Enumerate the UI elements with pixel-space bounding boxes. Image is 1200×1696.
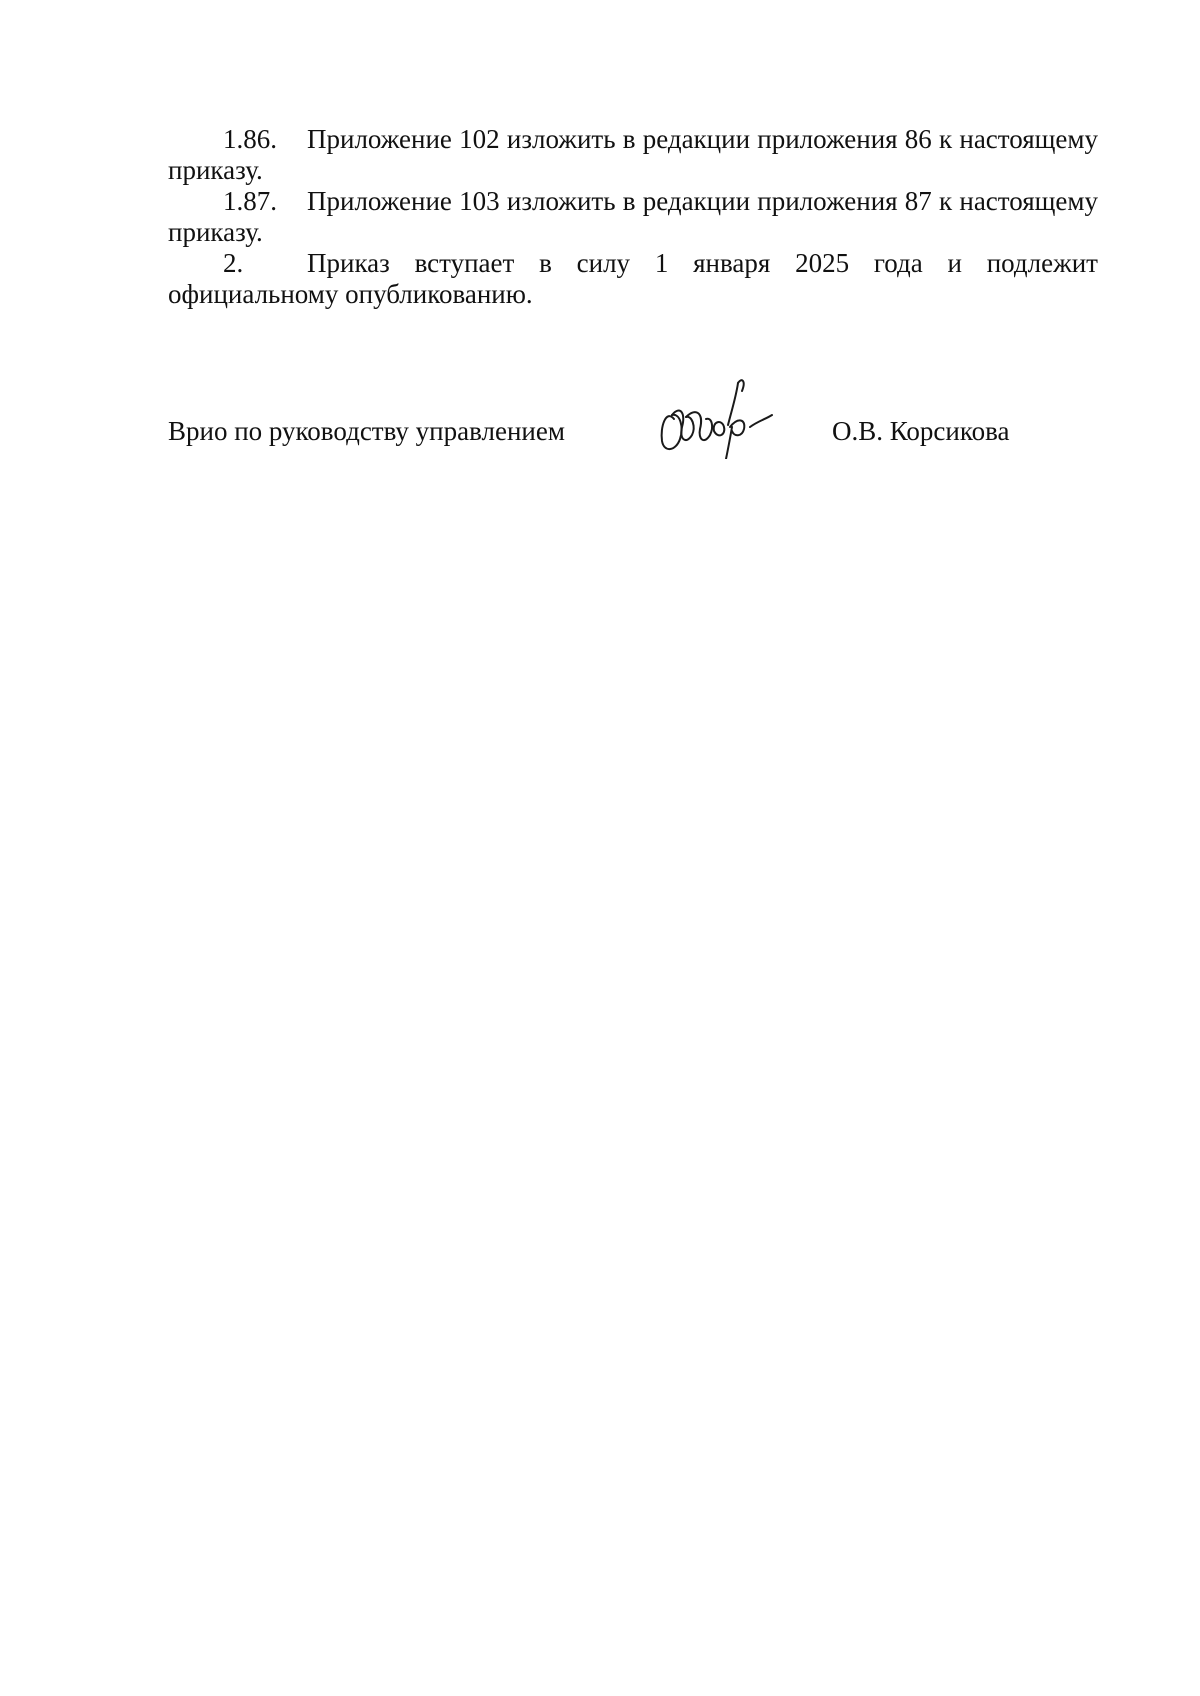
signature-block	[168, 411, 1098, 451]
signatory-position: Врио по руководству управлением	[168, 416, 565, 446]
document-body	[168, 124, 1098, 310]
clause-number: 1.86.	[223, 124, 277, 154]
signatory-name: О.В. Корсикова	[832, 416, 1010, 446]
clause-text: Приложение 102 изложить в редакции приложения 86 к настоящему	[307, 124, 1098, 154]
clause-1-87-first-line	[168, 186, 1098, 217]
clause-2-first-line	[168, 248, 1098, 279]
clause-text: Приказ вступает в силу 1 января 2025 года и подлежит	[307, 248, 1098, 278]
clause-1-87	[168, 186, 1098, 248]
clause-continuation: официальному опубликованию.	[168, 279, 533, 309]
clause-1-86	[168, 124, 1098, 186]
clause-continuation: приказу.	[168, 217, 263, 247]
handwritten-signature	[646, 369, 796, 459]
clause-1-86-first-line	[168, 124, 1098, 155]
clause-text: Приложение 103 изложить в редакции приложения 87 к настоящему	[307, 186, 1098, 216]
clause-number: 1.87.	[223, 186, 277, 216]
clause-number: 2.	[223, 248, 244, 278]
clause-2	[168, 248, 1098, 310]
clause-continuation: приказу.	[168, 155, 263, 185]
